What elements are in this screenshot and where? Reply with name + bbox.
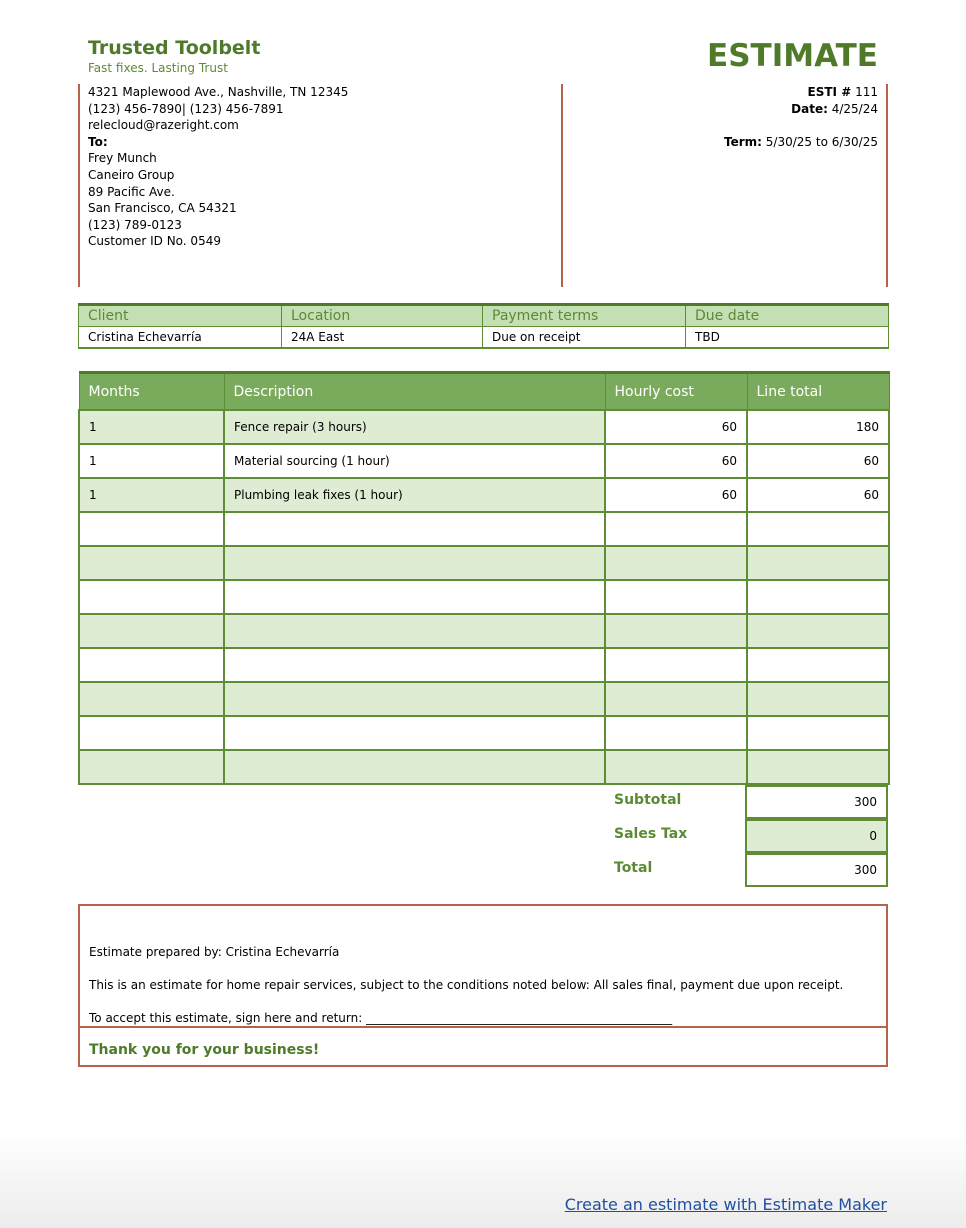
months-cell [79,716,224,750]
table-row [79,648,889,682]
months-cell [79,512,224,546]
description-cell [224,648,605,682]
estimate-date-label: Date: [791,101,828,116]
right-border-line [886,84,888,287]
notes-box [78,904,888,1067]
table-row [79,546,889,580]
description-cell [224,512,605,546]
items-header-row [79,373,889,411]
company-and-recipient-info [88,84,348,250]
notes-divider [80,1026,886,1028]
line-total-cell: 60 [747,478,889,512]
recipient-name: Frey Munch [88,151,157,166]
estimate-date-value: 4/25/24 [831,101,878,116]
items-header-description: Description [224,373,605,411]
summary-value-row [79,327,889,349]
summary-header-due-date: Due date [686,305,889,327]
estimate-maker-link[interactable]: Create an estimate with Estimate Maker [564,1195,887,1214]
description-cell [224,716,605,750]
customer-id: Customer ID No. 0549 [88,234,221,249]
middle-border-line [561,84,563,287]
line-total-cell: 60 [747,444,889,478]
estimate-term [724,134,878,151]
total-value: 300 [745,853,888,887]
thank-you-message: Thank you for your business! [89,1042,320,1058]
estimate-date [724,101,878,118]
table-row [79,410,889,444]
description-cell: Fence repair (3 hours) [224,410,605,444]
months-cell [79,614,224,648]
line-total-cell [747,512,889,546]
line-total-cell [747,682,889,716]
table-row [79,682,889,716]
line-total-cell [747,648,889,682]
months-cell [79,682,224,716]
company-name: Trusted Toolbelt [88,37,261,59]
line-items-table [78,371,890,785]
months-cell [79,750,224,784]
subtotal-value: 300 [745,785,888,819]
description-cell [224,546,605,580]
line-total-cell [747,716,889,750]
hourly-cost-cell [605,648,747,682]
items-header-hourly-cost: Hourly cost [605,373,747,411]
table-row [79,512,889,546]
recipient-city: San Francisco, CA 54321 [88,201,237,216]
left-border-line [78,84,80,287]
hourly-cost-cell [605,716,747,750]
summary-header-client: Client [79,305,282,327]
company-email: relecloud@razeright.com [88,118,239,133]
items-header-months: Months [79,373,224,411]
estimate-term-label: Term: [724,134,762,149]
client-summary-table [78,303,889,349]
table-row [79,444,889,478]
months-cell: 1 [79,478,224,512]
table-row [79,750,889,784]
hourly-cost-cell [605,512,747,546]
recipient-phone: (123) 789-0123 [88,217,182,232]
hourly-cost-cell [605,682,747,716]
estimate-meta [724,84,878,150]
estimate-number [724,84,878,101]
hourly-cost-cell [605,750,747,784]
months-cell: 1 [79,410,224,444]
hourly-cost-cell [605,546,747,580]
table-row [79,478,889,512]
summary-header-location: Location [282,305,483,327]
months-cell [79,648,224,682]
table-row [79,580,889,614]
summary-payment-terms-value: Due on receipt [483,327,686,349]
estimate-term-value: 5/30/25 to 6/30/25 [765,134,878,149]
to-label: To: [88,134,108,149]
line-total-cell [747,546,889,580]
sales-tax-value: 0 [745,819,888,853]
summary-header-row [79,305,889,327]
recipient-street: 89 Pacific Ave. [88,184,175,199]
description-cell [224,614,605,648]
hourly-cost-cell [605,580,747,614]
recipient-company: Caneiro Group [88,167,175,182]
line-total-cell [747,750,889,784]
description-cell [224,750,605,784]
prepared-by-text: Estimate prepared by: Cristina Echevarría [89,945,340,959]
months-cell [79,580,224,614]
company-address: 4321 Maplewood Ave., Nashville, TN 12345 [88,85,349,99]
description-cell: Plumbing leak fixes (1 hour) [224,478,605,512]
company-tagline: Fast fixes. Lasting Trust [88,61,228,75]
line-total-cell: 180 [747,410,889,444]
months-cell [79,546,224,580]
hourly-cost-cell [605,614,747,648]
hourly-cost-cell: 60 [605,478,747,512]
hourly-cost-cell: 60 [605,410,747,444]
hourly-cost-cell: 60 [605,444,747,478]
items-header-line-total: Line total [747,373,889,411]
line-total-cell [747,580,889,614]
conditions-text: This is an estimate for home repair services, subject to the conditions noted below: All sales final, payment due upon receipt. [89,978,844,992]
description-cell: Material sourcing (1 hour) [224,444,605,478]
description-cell [224,682,605,716]
table-row [79,614,889,648]
summary-due-date-value: TBD [686,327,889,349]
sales-tax-label: Sales Tax [614,826,688,842]
subtotal-label: Subtotal [614,792,682,808]
summary-location-value: 24A East [282,327,483,349]
estimate-number-label: ESTI # [807,85,852,99]
total-label: Total [614,860,653,876]
summary-header-payment-terms: Payment terms [483,305,686,327]
line-total-cell [747,614,889,648]
summary-client-value: Cristina Echevarría [79,327,282,349]
estimate-number-value: 111 [855,85,878,99]
document-title: ESTIMATE [707,38,878,74]
description-cell [224,580,605,614]
signature-line[interactable]: To accept this estimate, sign here and return: ___________________________________________________ [89,1011,673,1025]
company-phones: (123) 456-7890| (123) 456-7891 [88,101,284,116]
table-row [79,716,889,750]
months-cell: 1 [79,444,224,478]
